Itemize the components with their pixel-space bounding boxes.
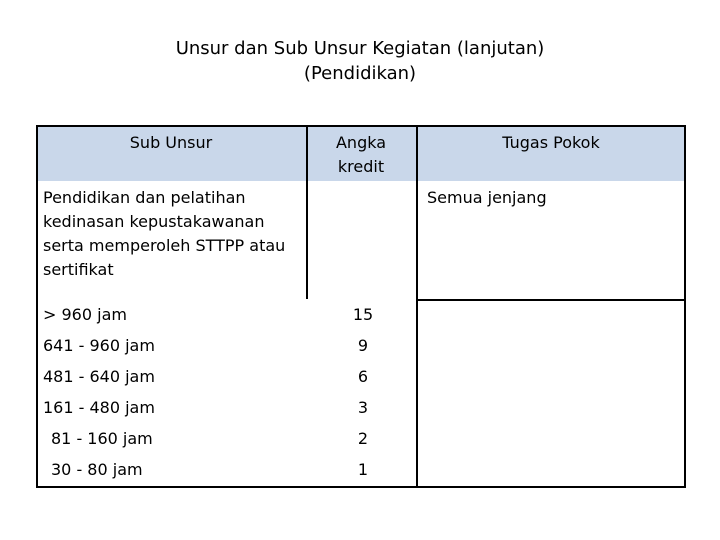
category-bottom-border: [416, 299, 686, 301]
row-angka-kredit: 3: [357, 398, 369, 417]
header-angka-kredit-line-1: Angka: [335, 133, 387, 152]
row-sub-unsur: > 960 jam: [43, 305, 127, 324]
kegiatan-table: [36, 125, 686, 488]
category-line: sertifikat: [43, 260, 114, 279]
row-angka-kredit: 9: [357, 336, 369, 355]
category-line: serta memperoleh STTPP atau: [43, 236, 286, 255]
category-divider-1: [306, 181, 308, 299]
title-line-2: (Pendidikan): [303, 63, 417, 84]
row-angka-kredit: 15: [352, 305, 374, 324]
table-top-border: [36, 125, 686, 127]
category-line: Pendidikan dan pelatihan: [43, 188, 246, 207]
table-left-border: [36, 125, 38, 488]
row-angka-kredit: 6: [357, 367, 369, 386]
header-angka-kredit: [306, 131, 416, 179]
row-sub-unsur: 161 - 480 jam: [43, 398, 155, 417]
category-sub-unsur: [43, 186, 285, 282]
table-bottom-border: [36, 486, 686, 488]
page-title: [0, 36, 720, 86]
table-right-border: [684, 125, 686, 488]
header-angka-kredit-line-2: kredit: [337, 157, 385, 176]
row-sub-unsur: 481 - 640 jam: [43, 367, 155, 386]
category-line: kedinasan kepustakawanan: [43, 212, 265, 231]
row-sub-unsur: 81 - 160 jam: [51, 429, 153, 448]
category-tugas-pokok: Semua jenjang: [427, 188, 547, 207]
header-sub-unsur: Sub Unsur: [129, 133, 213, 152]
header-tugas-pokok: Tugas Pokok: [502, 133, 600, 152]
row-sub-unsur: 30 - 80 jam: [51, 460, 143, 479]
row-sub-unsur: 641 - 960 jam: [43, 336, 155, 355]
title-line-1: Unsur dan Sub Unsur Kegiatan (lanjutan): [175, 38, 545, 59]
row-angka-kredit: 2: [357, 429, 369, 448]
row-angka-kredit: 1: [357, 460, 369, 479]
